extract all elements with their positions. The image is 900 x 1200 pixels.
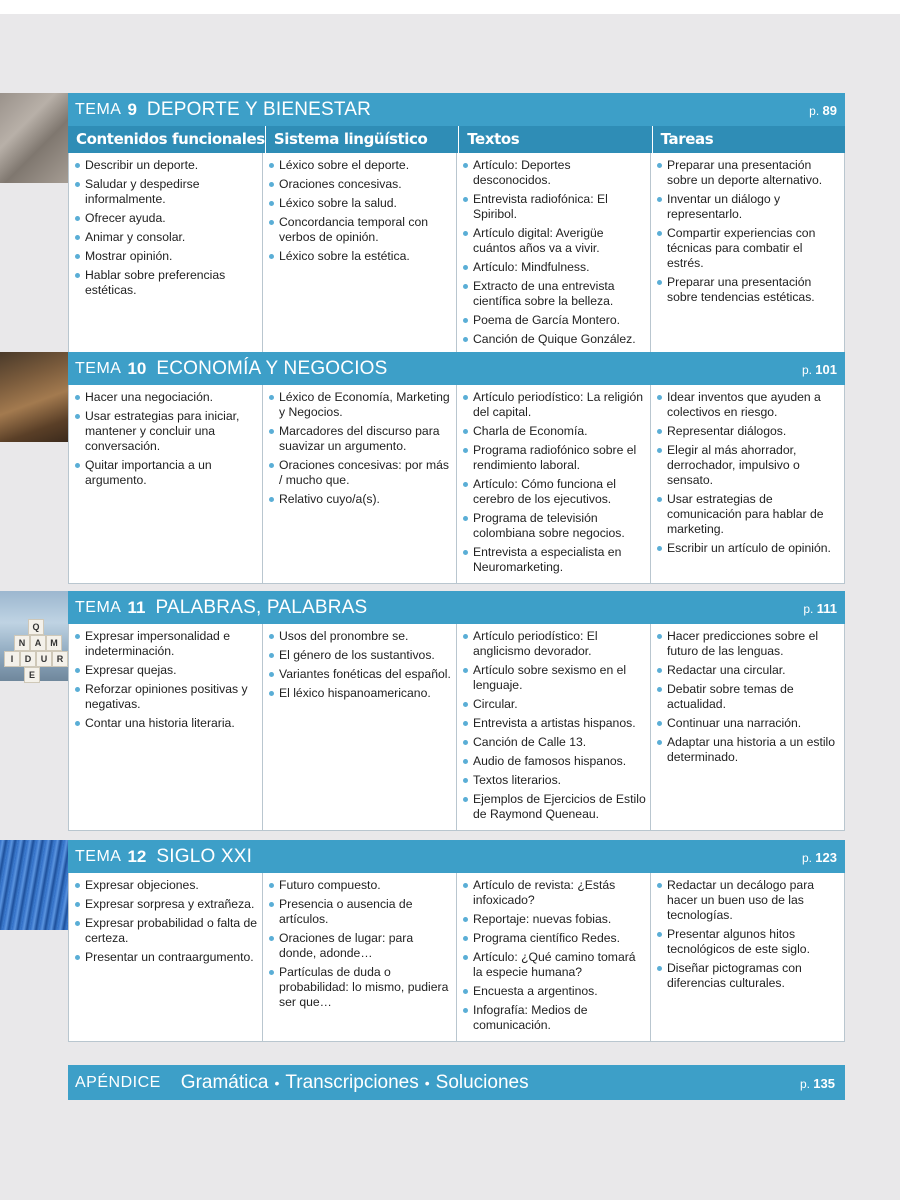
bullet-list <box>73 878 258 965</box>
tema-label: TEMA <box>75 847 122 865</box>
page-prefix: p. <box>809 104 820 118</box>
column-headers <box>68 126 845 153</box>
tema-title: SIGLO XXI <box>156 845 253 867</box>
tema-number: 11 <box>127 597 146 617</box>
list-item: Inventar un diálogo y representarlo. <box>655 192 840 222</box>
list-item: Léxico sobre la estética. <box>267 249 452 264</box>
list-item: Artículo: Cómo funciona el cerebro de los ejecutivos. <box>461 477 646 507</box>
bullet-list <box>267 629 452 701</box>
bullet-list <box>655 878 840 991</box>
letter-cube: A <box>30 635 46 651</box>
list-item: Representar diálogos. <box>655 424 840 439</box>
column-sistema <box>263 153 457 355</box>
tema-number: 9 <box>127 99 137 119</box>
tema-label: TEMA <box>75 100 122 118</box>
page-prefix: p. <box>803 602 814 616</box>
tema-label: TEMA <box>75 598 122 616</box>
page-prefix: p. <box>801 851 812 865</box>
column-textos <box>457 873 651 1041</box>
page-number: 101 <box>815 362 837 377</box>
tema-thumbnail-image <box>0 591 68 681</box>
list-item: Preparar una presentación sobre tendencias estéticas. <box>655 275 840 305</box>
list-item: Futuro compuesto. <box>267 878 452 893</box>
list-item: Redactar un decálogo para hacer un buen uso de las tecnologías. <box>655 878 840 923</box>
column-textos <box>457 153 651 355</box>
list-item: Programa científico Redes. <box>461 931 646 946</box>
list-item: El género de los sustantivos. <box>267 648 452 663</box>
list-item: Idear inventos que ayuden a colectivos en riesgo. <box>655 390 840 420</box>
list-item: Oraciones concesivas. <box>267 177 452 192</box>
separator-dot: • <box>424 1074 430 1091</box>
list-item: Artículo sobre sexismo en el lenguaje. <box>461 663 646 693</box>
page-prefix: p. <box>799 1077 810 1091</box>
list-item: Textos literarios. <box>461 773 646 788</box>
list-item: Artículo de revista: ¿Estás infoxicado? <box>461 878 646 908</box>
tema-title: ECONOMÍA Y NEGOCIOS <box>156 357 388 379</box>
list-item: Léxico de Economía, Marketing y Negocios. <box>267 390 452 420</box>
list-item: Quitar importancia a un argumento. <box>73 458 258 488</box>
bullet-list <box>73 158 258 298</box>
bullet-list <box>267 390 452 507</box>
tema-header <box>68 93 845 126</box>
letter-cube: U <box>36 651 52 667</box>
letter-cube: I <box>4 651 20 667</box>
column-tareas <box>651 153 844 355</box>
letter-cube: Q <box>28 619 44 635</box>
list-item: Redactar una circular. <box>655 663 840 678</box>
list-item: Expresar impersonalidad e indeterminación. <box>73 629 258 659</box>
apendice-item-transcripciones: Transcripciones <box>285 1071 419 1093</box>
list-item: Usar estrategias para iniciar, mantener y concluir una conversación. <box>73 409 258 454</box>
list-item: Programa de televisión colombiana sobre negocios. <box>461 511 646 541</box>
top-margin <box>0 0 900 14</box>
list-item: Presentar algunos hitos tecnológicos de este siglo. <box>655 927 840 957</box>
page-number: 135 <box>813 1076 835 1091</box>
column-header: Sistema lingüístico <box>266 126 459 153</box>
list-item: Expresar objeciones. <box>73 878 258 893</box>
letter-cube: E <box>24 667 40 683</box>
tema-number: 12 <box>127 846 147 866</box>
bullet-list <box>655 629 840 765</box>
list-item: Variantes fonéticas del español. <box>267 667 452 682</box>
list-item: Circular. <box>461 697 646 712</box>
list-item: El léxico hispanoamericano. <box>267 686 452 701</box>
list-item: Artículo periodístico: El anglicismo devorador. <box>461 629 646 659</box>
list-item: Marcadores del discurso para suavizar un argumento. <box>267 424 452 454</box>
list-item: Charla de Economía. <box>461 424 646 439</box>
list-item: Artículo periodístico: La religión del capital. <box>461 390 646 420</box>
list-item: Infografía: Medios de comunicación. <box>461 1003 646 1033</box>
column-sistema <box>263 624 457 830</box>
list-item: Debatir sobre temas de actualidad. <box>655 682 840 712</box>
list-item: Elegir al más ahorrador, derrochador, impulsivo o sensato. <box>655 443 840 488</box>
tema-header <box>68 840 845 873</box>
column-sistema <box>263 873 457 1041</box>
list-item: Artículo digital: Averigüe cuántos años va a vivir. <box>461 226 646 256</box>
page-reference <box>800 1076 835 1091</box>
tema-number: 10 <box>127 358 147 378</box>
list-item: Entrevista a especialista en Neuromarketing. <box>461 545 646 575</box>
list-item: Entrevista a artistas hispanos. <box>461 716 646 731</box>
tema-columns <box>68 153 845 356</box>
list-item: Usos del pronombre se. <box>267 629 452 644</box>
list-item: Canción de Quique González. <box>461 332 646 347</box>
page-reference <box>803 601 837 616</box>
apendice-item-soluciones: Soluciones <box>435 1071 529 1093</box>
list-item: Expresar probabilidad o falta de certeza. <box>73 916 258 946</box>
list-item: Preparar una presentación sobre un deporte alternativo. <box>655 158 840 188</box>
tema-header <box>68 352 845 385</box>
bullet-list <box>461 390 646 575</box>
page-reference <box>802 850 837 865</box>
page-number: 111 <box>816 601 837 616</box>
tema-columns <box>68 624 845 831</box>
letter-cube: N <box>14 635 30 651</box>
list-item: Hacer predicciones sobre el futuro de las lenguas. <box>655 629 840 659</box>
tema-thumbnail-image <box>0 840 68 930</box>
page-prefix: p. <box>801 363 812 377</box>
letter-cube: R <box>52 651 68 667</box>
list-item: Mostrar opinión. <box>73 249 258 264</box>
page-number: 89 <box>822 103 837 118</box>
list-item: Oraciones concesivas: por más / mucho que. <box>267 458 452 488</box>
column-sistema <box>263 385 457 583</box>
list-item: Encuesta a argentinos. <box>461 984 646 999</box>
list-item: Entrevista radiofónica: El Spiribol. <box>461 192 646 222</box>
tema-label: TEMA <box>75 359 122 377</box>
page-number: 123 <box>815 850 837 865</box>
tema-section <box>68 840 845 1042</box>
bullet-list <box>73 390 258 488</box>
column-tareas <box>651 385 844 583</box>
list-item: Hacer una negociación. <box>73 390 258 405</box>
column-contenidos <box>69 873 263 1041</box>
tema-thumbnail-image <box>0 93 68 183</box>
list-item: Adaptar una historia a un estilo determinado. <box>655 735 840 765</box>
column-contenidos <box>69 385 263 583</box>
column-textos <box>457 624 651 830</box>
list-item: Reportaje: nuevas fobias. <box>461 912 646 927</box>
bullet-list <box>461 878 646 1033</box>
tema-section <box>68 352 845 584</box>
list-item: Canción de Calle 13. <box>461 735 646 750</box>
bullet-list <box>655 390 840 556</box>
column-contenidos <box>69 624 263 830</box>
bullet-list <box>655 158 840 305</box>
tema-title: PALABRAS, PALABRAS <box>155 596 368 618</box>
tema-columns <box>68 385 845 584</box>
tema-columns <box>68 873 845 1042</box>
bullet-list <box>267 158 452 264</box>
list-item: Relativo cuyo/a(s). <box>267 492 452 507</box>
letter-cube: D <box>20 651 36 667</box>
apendice-item-gramatica: Gramática <box>180 1071 269 1093</box>
list-item: Oraciones de lugar: para donde, adonde… <box>267 931 452 961</box>
column-header: Tareas <box>660 130 714 148</box>
column-tareas <box>651 873 844 1041</box>
list-item: Partículas de duda o probabilidad: lo mismo, pudiera ser que… <box>267 965 452 1010</box>
list-item: Extracto de una entrevista científica sobre la belleza. <box>461 279 646 309</box>
list-item: Artículo: Mindfulness. <box>461 260 646 275</box>
list-item: Presencia o ausencia de artículos. <box>267 897 452 927</box>
tema-thumbnail-image <box>0 352 68 442</box>
bullet-list <box>73 629 258 731</box>
tema-title: DEPORTE Y BIENESTAR <box>146 98 372 120</box>
list-item: Saludar y despedirse informalmente. <box>73 177 258 207</box>
tema-section <box>10 591 845 831</box>
page-reference <box>802 362 837 377</box>
page-reference <box>809 103 837 118</box>
list-item: Diseñar pictogramas con diferencias culturales. <box>655 961 840 991</box>
list-item: Reforzar opiniones positivas y negativas. <box>73 682 258 712</box>
tema-header <box>68 591 845 624</box>
list-item: Audio de famosos hispanos. <box>461 754 646 769</box>
list-item: Léxico sobre la salud. <box>267 196 452 211</box>
list-item: Usar estrategias de comunicación para hablar de marketing. <box>655 492 840 537</box>
list-item: Artículo: ¿Qué camino tomará la especie humana? <box>461 950 646 980</box>
bullet-list <box>267 878 452 1010</box>
list-item: Animar y consolar. <box>73 230 258 245</box>
list-item: Expresar sorpresa y extrañeza. <box>73 897 258 912</box>
list-item: Describir un deporte. <box>73 158 258 173</box>
list-item: Ejemplos de Ejercicios de Estilo de Raymond Queneau. <box>461 792 646 822</box>
bullet-list <box>461 158 646 347</box>
apendice-bar <box>68 1065 845 1100</box>
tema-section <box>68 93 845 356</box>
column-header: Contenidos funcionales <box>68 126 266 153</box>
column-header: Textos <box>459 126 652 153</box>
list-item: Artículo: Deportes desconocidos. <box>461 158 646 188</box>
apendice-label: APÉNDICE <box>75 1073 161 1091</box>
bullet-list <box>461 629 646 822</box>
list-item: Programa radiofónico sobre el rendimiento laboral. <box>461 443 646 473</box>
list-item: Concordancia temporal con verbos de opinión. <box>267 215 452 245</box>
list-item: Compartir experiencias con técnicas para combatir el estrés. <box>655 226 840 271</box>
list-item: Contar una historia literaria. <box>73 716 258 731</box>
list-item: Poema de García Montero. <box>461 313 646 328</box>
column-tareas <box>651 624 844 830</box>
list-item: Escribir un artículo de opinión. <box>655 541 840 556</box>
column-contenidos <box>69 153 263 355</box>
list-item: Hablar sobre preferencias estéticas. <box>73 268 258 298</box>
apendice-items <box>181 1072 529 1094</box>
separator-dot: • <box>274 1074 280 1091</box>
list-item: Expresar quejas. <box>73 663 258 678</box>
letter-cube: M <box>46 635 62 651</box>
list-item: Continuar una narración. <box>655 716 840 731</box>
column-textos <box>457 385 651 583</box>
list-item: Presentar un contraargumento. <box>73 950 258 965</box>
list-item: Ofrecer ayuda. <box>73 211 258 226</box>
list-item: Léxico sobre el deporte. <box>267 158 452 173</box>
